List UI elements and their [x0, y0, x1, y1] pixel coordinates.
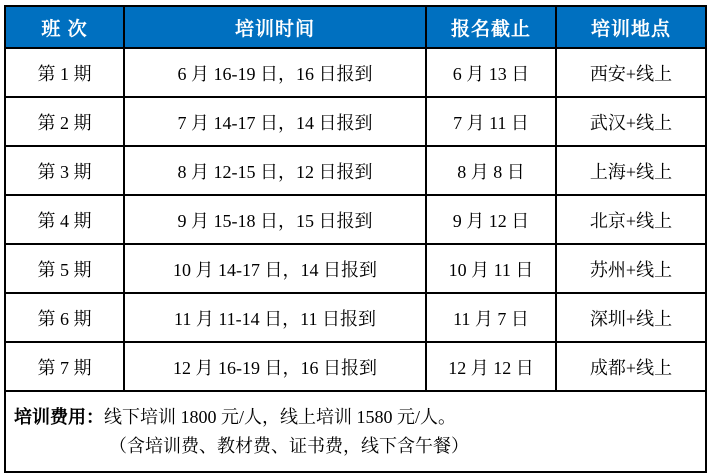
- class-number-cell: 第 3 期: [5, 146, 124, 195]
- class-number-cell: 第 7 期: [5, 342, 124, 391]
- deadline-cell: 10 月 11 日: [426, 244, 556, 293]
- training-schedule-table: [4, 5, 707, 473]
- training-time-cell: 8 月 12-15 日，12 日报到: [124, 146, 426, 195]
- training-time-cell: 12 月 16-19 日，16 日报到: [124, 342, 426, 391]
- location-cell: 成都+线上: [556, 342, 706, 391]
- table-row: [5, 48, 706, 97]
- training-time-cell: 9 月 15-18 日，15 日报到: [124, 195, 426, 244]
- deadline-cell: 6 月 13 日: [426, 48, 556, 97]
- table-row: [5, 195, 706, 244]
- deadline-cell: 8 月 8 日: [426, 146, 556, 195]
- training-time-cell: 7 月 14-17 日，14 日报到: [124, 97, 426, 146]
- fee-line-1: [14, 403, 697, 432]
- header-class-number: 班 次: [5, 6, 124, 48]
- fee-note-cell: [5, 391, 706, 472]
- location-cell: 北京+线上: [556, 195, 706, 244]
- table-row: [5, 342, 706, 391]
- table-row: [5, 244, 706, 293]
- training-time-cell: 6 月 16-19 日，16 日报到: [124, 48, 426, 97]
- location-cell: 深圳+线上: [556, 293, 706, 342]
- location-cell: 上海+线上: [556, 146, 706, 195]
- fee-row: [5, 391, 706, 472]
- location-cell: 武汉+线上: [556, 97, 706, 146]
- class-number-cell: 第 6 期: [5, 293, 124, 342]
- class-number-cell: 第 5 期: [5, 244, 124, 293]
- class-number-cell: 第 2 期: [5, 97, 124, 146]
- training-time-cell: 11 月 11-14 日，11 日报到: [124, 293, 426, 342]
- header-training-location: 培训地点: [556, 6, 706, 48]
- header-registration-deadline: 报名截止: [426, 6, 556, 48]
- class-number-cell: 第 1 期: [5, 48, 124, 97]
- class-number-cell: 第 4 期: [5, 195, 124, 244]
- deadline-cell: 7 月 11 日: [426, 97, 556, 146]
- fee-label: 培训费用：: [14, 406, 104, 427]
- deadline-cell: 11 月 7 日: [426, 293, 556, 342]
- location-cell: 西安+线上: [556, 48, 706, 97]
- location-cell: 苏州+线上: [556, 244, 706, 293]
- table-body: [5, 48, 706, 391]
- training-time-cell: 10 月 14-17 日，14 日报到: [124, 244, 426, 293]
- deadline-cell: 9 月 12 日: [426, 195, 556, 244]
- header-row: [5, 6, 706, 48]
- fee-text: 线下培训 1800 元/人，线上培训 1580 元/人。: [104, 406, 457, 427]
- table-row: [5, 146, 706, 195]
- table-row: [5, 293, 706, 342]
- table-row: [5, 97, 706, 146]
- fee-line-2: （含培训费、教材费、证书费，线下含午餐）: [109, 435, 469, 456]
- deadline-cell: 12 月 12 日: [426, 342, 556, 391]
- header-training-time: 培训时间: [124, 6, 426, 48]
